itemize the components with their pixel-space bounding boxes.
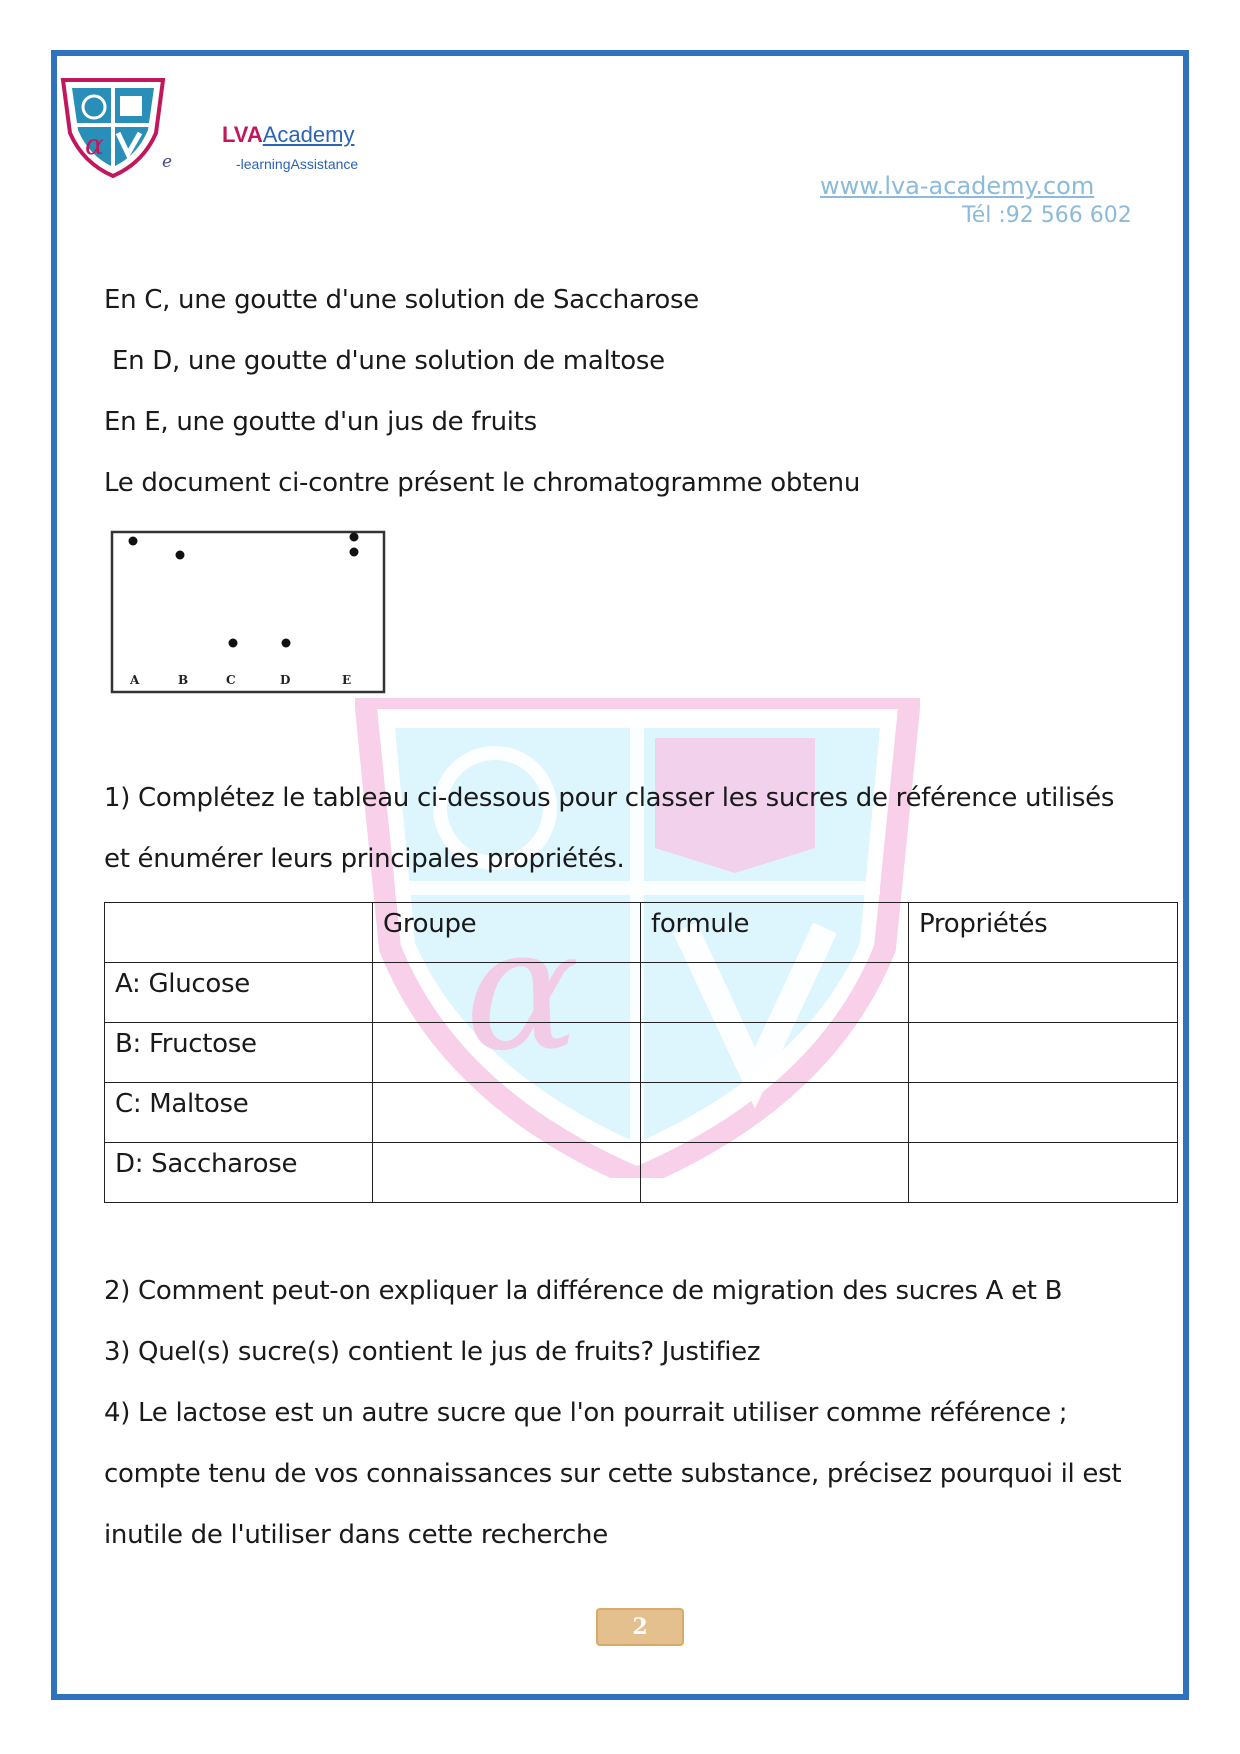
spot-a [129,537,138,546]
website-link[interactable]: www.lva-academy.com [820,172,1095,200]
phone-number: Tél :92 566 602 [962,203,1132,228]
intro-line: Le document ci-contre présent le chromatogramme obtenu [104,468,861,498]
intro-line: En D, une goutte d'une solution de maltose [104,346,665,376]
question-4-line-3: inutile de l'utiliser dans cette recherche [104,1520,608,1550]
lane-label-b: B [178,673,189,687]
table-cell [373,1083,641,1143]
table-cell [373,963,641,1023]
table-header-cell: Propriétés [909,903,1178,963]
table-header-cell: Groupe [373,903,641,963]
question-2: 2) Comment peut-on expliquer la différence de migration des sucres A et B [104,1276,1063,1306]
brand-lva: LVA [222,122,263,147]
lane-label-a: A [130,673,140,687]
table-cell: B: Fructose [105,1023,373,1083]
table-cell [909,1023,1178,1083]
table-row [105,1083,1178,1143]
spot-d [282,639,291,648]
question-3: 3) Quel(s) sucre(s) contient le jus de fruits? Justifiez [104,1337,761,1367]
table-cell [641,1143,909,1203]
table-cell [641,1023,909,1083]
table-header-cell: formule [641,903,909,963]
table-cell: D: Saccharose [105,1143,373,1203]
question-1-line-2: et énumérer leurs principales propriétés. [104,844,625,874]
table-header-cell [105,903,373,963]
table-cell [909,963,1178,1023]
spot-c [229,639,238,648]
sugar-classification-table [104,902,1178,1203]
intro-line: En E, une goutte d'un jus de fruits [104,407,537,437]
table-row [105,963,1178,1023]
svg-text:α: α [85,128,104,161]
brand-academy: Academy [262,122,355,147]
question-4-line-1: 4) Le lactose est un autre sucre que l'on pourrait utiliser comme référence ; [104,1398,1068,1428]
table-cell [641,963,909,1023]
academy-logo [58,78,168,178]
spot-b [176,551,185,560]
spot-e-lower [350,548,359,557]
page-number-badge: 2 [596,1608,684,1646]
table-cell: A: Glucose [105,963,373,1023]
table-cell: C: Maltose [105,1083,373,1143]
question-1-line-1: 1) Complétez le tableau ci-dessous pour classer les sucres de référence utilisés [104,783,1115,813]
lane-label-e: E [342,673,352,687]
question-4-line-2: compte tenu de vos connaissances sur cette substance, précisez pourquoi il est [104,1459,1122,1489]
chromatogram-plate [112,532,384,692]
table-cell [909,1083,1178,1143]
lane-label-d: D [280,673,291,687]
table-cell [373,1143,641,1203]
table-row [105,1023,1178,1083]
logo-letter-e: e [162,152,173,172]
table-cell [909,1143,1178,1203]
table-cell [641,1083,909,1143]
table-cell [373,1023,641,1083]
table-row [105,1143,1178,1203]
chromatogram-figure [108,528,388,696]
brand-name [222,122,354,148]
spot-e-upper [350,533,359,542]
svg-text:α: α [465,891,580,1089]
brand-tagline: -learningAssistance [236,156,359,172]
lane-label-c: C [226,673,236,687]
table-header-row [105,903,1178,963]
intro-line: En C, une goutte d'une solution de Saccharose [104,285,699,315]
